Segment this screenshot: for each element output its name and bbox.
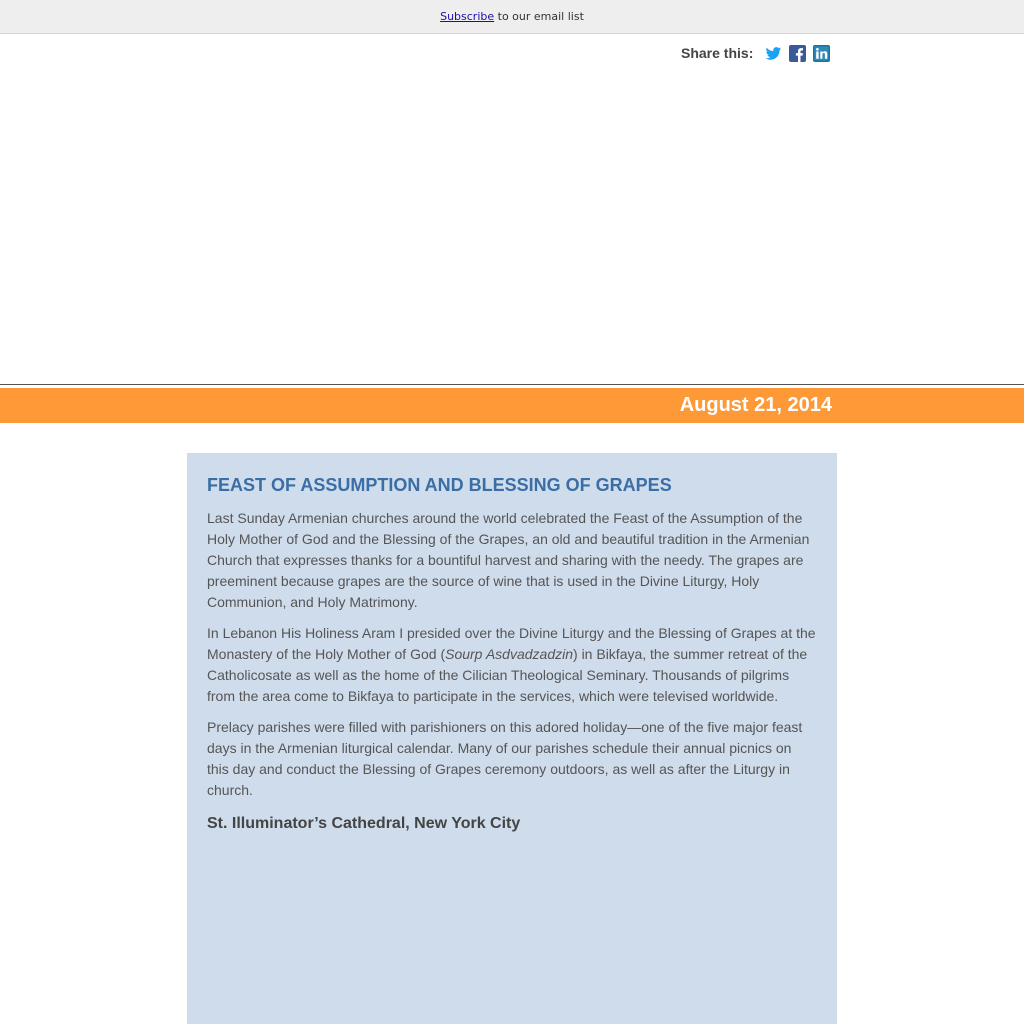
- subscribe-text: to our email list: [494, 10, 584, 23]
- share-label: Share this:: [681, 45, 754, 61]
- article-card: [187, 453, 837, 1024]
- linkedin-icon[interactable]: [813, 45, 830, 62]
- article-paragraph-1: Last Sunday Armenian churches around the world celebrated the Feast of the Assumption of the Holy Mother of God and the Blessing of the Grapes, an old and beautiful tradition in the Armenian Church that expresses thanks for a bountiful harvest and sharing with the needy. The grapes are preeminent because grapes are the source of wine that is used in the Divine Liturgy, Holy Communion, and Holy Matrimony.: [207, 510, 810, 610]
- paragraph-2-text-before: In Lebanon His Holiness Aram I presided over the Divine Liturgy and the Blessing of Grapes at the Monastery of the Holy Mother of God (: [207, 625, 816, 662]
- article-title: FEAST OF ASSUMPTION AND BLESSING OF GRAPES: [207, 475, 672, 495]
- article-paragraph-2: [207, 623, 817, 707]
- subscribe-bar: [0, 0, 1024, 34]
- date-band: [0, 388, 1024, 423]
- facebook-icon[interactable]: [789, 45, 806, 62]
- paragraph-2-text-after: ) in Bikfaya, the summer retreat of the Catholicosate as well as the home of the Cilician Theological Seminary. Thousands of pilgrims from the area come to Bikfaya to participate in the services, which were televised worldwide.: [207, 646, 808, 704]
- paragraph-2-italic: Sourp Asdvadzadzin: [445, 646, 574, 662]
- subscribe-link[interactable]: Subscribe: [440, 10, 495, 23]
- article-subheading: St. Illuminator’s Cathedral, New York City: [207, 815, 521, 832]
- share-bar: [681, 43, 837, 63]
- article-paragraph-3: Prelacy parishes were filled with parishioners on this adored holiday—one of the five major feast days in the Armenian liturgical calendar. Many of our parishes schedule their annual picnics on this day and conduct the Blessing of Grapes ceremony outdoors, as well as after the Liturgy in church.: [207, 719, 803, 798]
- twitter-icon[interactable]: [765, 45, 782, 62]
- divider-line: [0, 384, 1024, 385]
- issue-date: August 21, 2014: [679, 394, 832, 416]
